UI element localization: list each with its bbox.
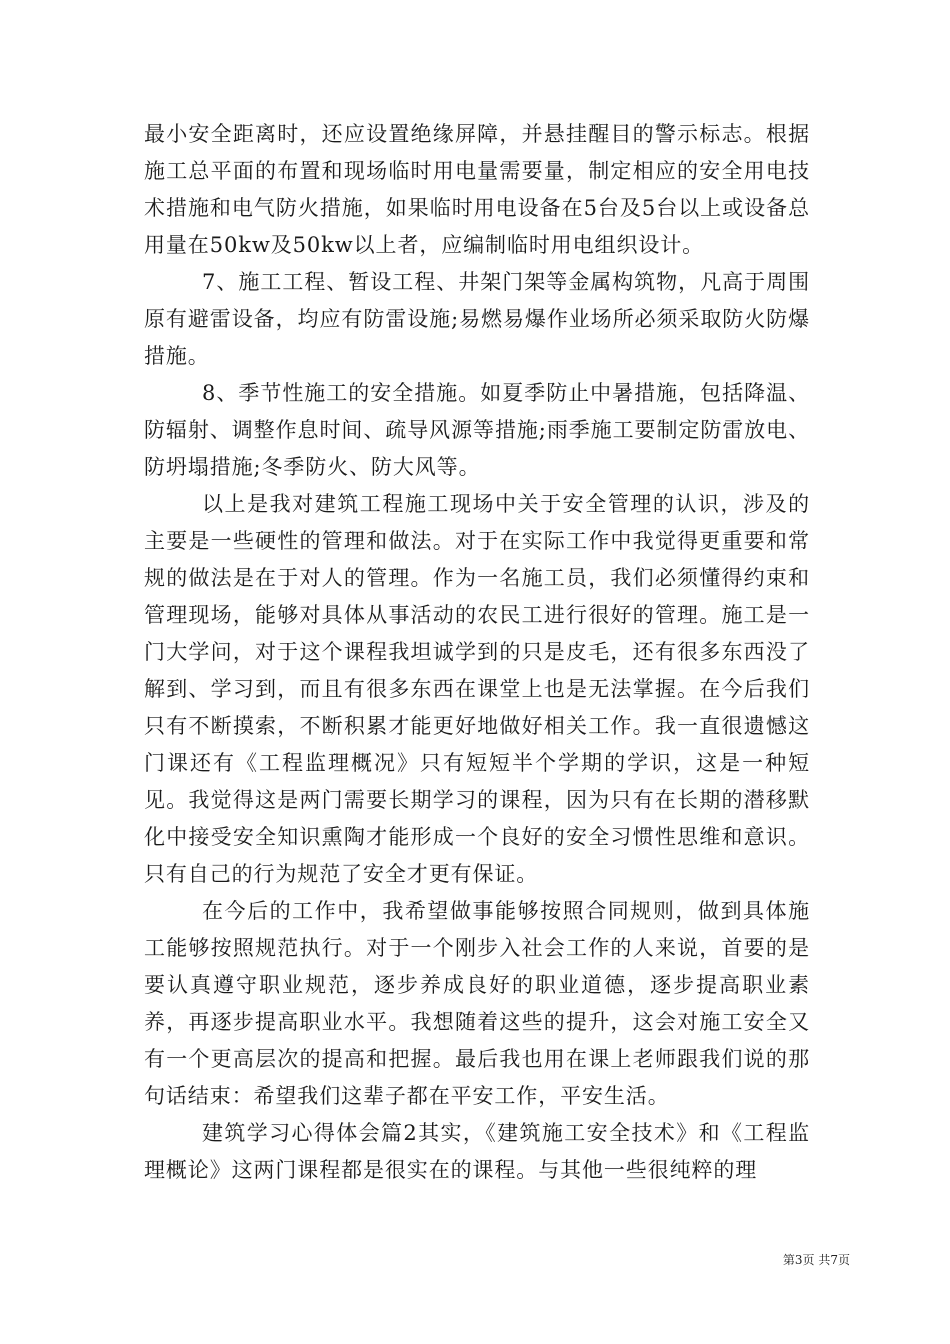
paragraph-electrical-safety: 最小安全距离时，还应设置绝缘屏障，并悬挂醒目的警示标志。根据施工总平面的布置和现场临时用电量需要量，制定相应的安全用电技术措施和电气防火措施，如果临时用电设备在5台及5台以上或设备总用量在50kw及50kw以上者，应编制临时用电组织设计。 (144, 122, 810, 257)
document-body (144, 116, 810, 1189)
paragraph-personal-reflection: 以上是我对建筑工程施工现场中关于安全管理的认识，涉及的主要是一些硬性的管理和做法。对于在实际工作中我觉得更重要和常规的做法是在于对人的管理。作为一名施工员，我们必须懂得约束和管理现场，能够对具体从事活动的农民工进行很好的管理。施工是一门大学问，对于这个课程我坦诚学到的只是皮毛，还有很多东西没了解到、学习到，而且有很多东西在课堂上也是无法掌握。在今后我们只有不断摸索，不断积累才能更好地做好相关工作。我一直很遗憾这门课还有《工程监理概况》只有短短半个学期的学识，这是一种短见。我觉得这是两门需要长期学习的课程，因为只有在长期的潜移默化中接受安全知识熏陶才能形成一个良好的安全习惯性思维和意识。只有自己的行为规范了安全才更有保证。 (144, 492, 810, 886)
paragraph-seasonal-measures: 8、季节性施工的安全措施。如夏季防止中暑措施，包括降温、防辐射、调整作息时间、疏导风源等措施;雨季施工要制定防雷放电、防坍塌措施;冬季防火、防大风等。 (144, 381, 810, 479)
paragraph-future-work: 在今后的工作中，我希望做事能够按照合同规则，做到具体施工能够按照规范执行。对于一个刚步入社会工作的人来说，首要的是要认真遵守职业规范，逐步养成良好的职业道德，逐步提高职业素养，再逐步提高职业水平。我想随着这些的提升，这会对施工安全又有一个更高层次的提高和把握。最后我也用在课上老师跟我们说的那句话结束：希望我们这辈子都在平安工作，平安生活。 (144, 899, 810, 1108)
page-number-footer: 第3页 共7页 (782, 1253, 850, 1267)
paragraph-lightning-protection: 7、施工工程、暂设工程、井架门架等金属构筑物，凡高于周围原有避雷设备，均应有防雷设施;易燃易爆作业场所必须采取防火防爆措施。 (144, 270, 810, 368)
paragraph-essay-2-intro: 建筑学习心得体会篇2其实，《建筑施工安全技术》和《工程监理概论》这两门课程都是很实在的课程。与其他一些很纯粹的理 (144, 1121, 810, 1182)
